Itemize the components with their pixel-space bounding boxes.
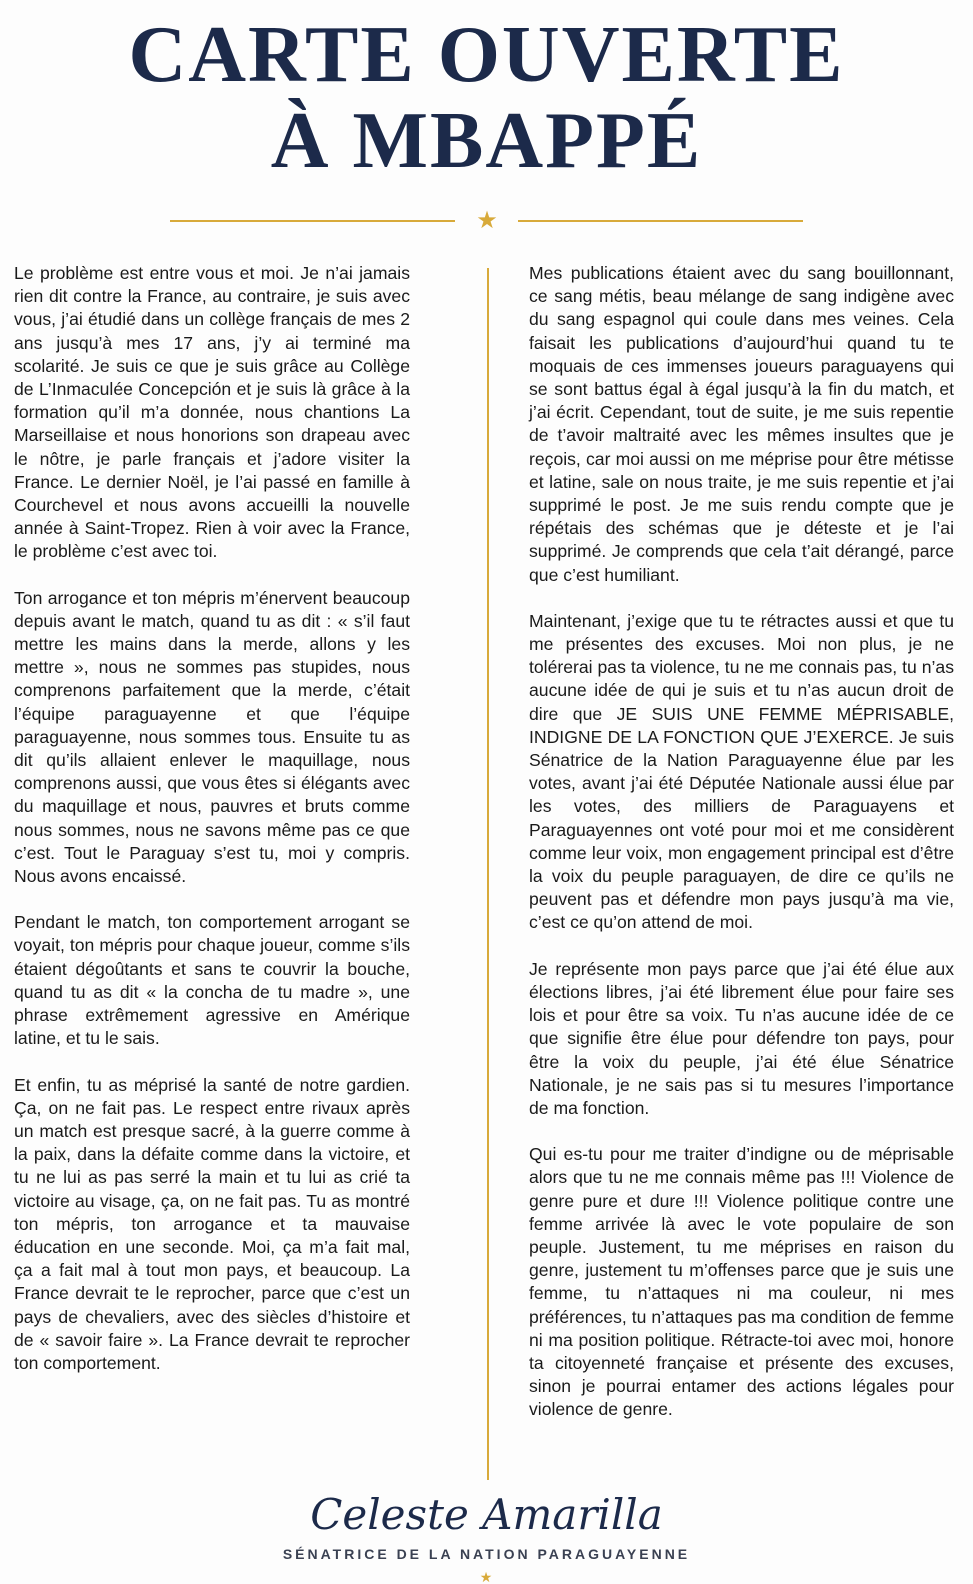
star-icon: ★ xyxy=(476,206,498,234)
left-column xyxy=(14,262,410,1398)
paragraph: Maintenant, j’exige que tu te rétractes aussi et que tu me présentes des excuses. Moi non plus, je ne tolérerai pas ta violence, tu ne me connais pas, tu n’as aucune idée de qui je suis et tu n’as aucun droit de dire que JE SUIS UNE FEMME MÉPRISABLE, INDIGNE DE LA FONCTION QUE J’EXERCE. Je suis Sénatrice de la Nation Paraguayenne élue par les votes, avant j’ai été Députée Nationale aussi élue par les votes, des milliers de Paraguayens et Paraguayennes ont voté pour moi et me considèrent comme leur voix, mon engagement principal est d’être la voix du peuple paraguayen, de dire ce qu’ils ne peuvent pas et défendre mon pays jusqu’à ma vie, c’est ce qu’on attend de moi. xyxy=(529,610,954,933)
paragraph: Pendant le match, ton comportement arrogant se voyait, ton mépris pour chaque joueur, comme s’ils étaient dégoûtants et sans te couvrir la bouche, quand tu as dit « la concha de tu madre », une phrase extrêmement agressive en Amérique latine, et tu le sais. xyxy=(14,912,410,1049)
paragraph: Qui es-tu pour me traiter d’indigne ou de méprisable alors que tu ne me connais même pas !!! Violence de genre pure et dure !!! Violence politique contre une femme arrivée là avec le vote populaire de son peuple. Justement, tu me méprises en raison du genre, justement tu m’offenses parce que je suis une femme, tu n’attaques ni ma couleur, ni mes préférences, tu n’attaques pas ma condition de femme ni ma position politique. Rétracte-toi avec moi, honore ta citoyenneté française et présente des excuses, sinon je pourrai entamer des actions légales pour violence de genre. xyxy=(529,1144,954,1420)
paragraph: Mes publications étaient avec du sang bouillonnant, ce sang métis, beau mélange de sang indigène avec du sang espagnol qui coule dans mes veines. Cela faisait les publications d’aujourd’hui quand tu te moquais de ces immenses joueurs paraguayens qui se sont battus égal à égal jusqu’à la fin du match, et j’ai écrit. Cependant, tout de suite, je me suis repentie de t’avoir maltraité avec les mêmes insultes que je reçois, car moi aussi on me méprise pour être métisse et latine, sale on nous traite, je me suis repentie et j’ai supprimé le post. Je me suis rendu compte que je répétais des schémas que je déteste et je l’ai supprimé. Je comprends que cela t’ait dérangé, parce que c’est humiliant. xyxy=(529,263,954,585)
title-line-1: CARTE OUVERTE xyxy=(128,11,845,99)
paragraph: Je représente mon pays parce que j’ai été élue aux élections libres, j’ai été librement élue pour faire ses lois et pour être sa voix. Tu n’as aucune idée de ce que signifie être élue pour défendre ton pays, pour être la voix du peuple, j’ai été élue Sénatrice Nationale, je ne sais pas si tu mesures l’importance de ma fonction. xyxy=(529,958,954,1118)
paragraph: Le problème est entre vous et moi. Je n’ai jamais rien dit contre la France, au contraire, je suis avec vous, j’ai étudié dans un collège français de mes 2 ans jusqu’à mes 17 ans, j’y ai terminé ma scolarité. Je suis ce que je suis grâce au Collège de L’Inmaculée Concepción et je suis là grâce à la formation qu’il m’a donnée, nous chantions La Marseillaise et nous honorions son drapeau avec le nôtre, je parle français et j’adore visiter la France. Le dernier Noël, je l’ai passé en famille à Courchevel et nous avons accueilli la nouvelle année à Saint-Tropez. Rien à voir avec la France, le problème c’est avec toi. xyxy=(14,263,410,562)
divider-line-left xyxy=(170,220,455,222)
paragraph: Ton arrogance et ton mépris m’énervent beaucoup depuis avant le match, quand tu as dit : « s’il faut mettre les mains dans la merde, allons y les mettre », nous ne sommes pas stupides, nous comprenons parfaitement que la merde, c’était l’équipe paraguayenne et que l’équipe paraguayenne, nous sommes tous. Ensuite tu as dit qu’ils allaient enlever le maquillage, nous comprenons aussi, que vous êtes si élégants avec du maquillage et nous, pauvres et bruts comme nous sommes, nous ne savons même pas ce que c’est. Tout le Paraguay s’est tu, moi y compris. Nous avons encaissé. xyxy=(14,587,410,887)
signature-role: SÉNATRICE DE LA NATION PARAGUAYENNE xyxy=(282,1546,691,1562)
letter-title xyxy=(0,12,973,184)
title-divider xyxy=(170,206,803,234)
signature: Celeste Amarilla xyxy=(310,1490,663,1539)
column-separator xyxy=(487,268,489,1480)
divider-line-right xyxy=(518,220,803,222)
paragraph: Et enfin, tu as méprisé la santé de notre gardien. Ça, on ne fait pas. Le respect entre rivaux après un match est presque sacré, à la guerre comme à la paix, dans la défaite comme dans la victoire, et tu ne lui as pas serré la main et tu lui as crié ta victoire au visage, ça, on ne fait pas. Tu as montré ton mépris, ton arrogance et ta mauvaise éducation en une seconde. Moi, ça m’a fait mal, ça a fait mal à tout mon pays, et beaucoup. La France devrait te le reprocher, parce que c’est un pays de chevaliers, avec des siècles d’histoire et de « savoir faire ». La France devrait te reprocher ton comportement. xyxy=(14,1074,410,1373)
title-line-2: À MBAPPÉ xyxy=(270,97,703,185)
right-column xyxy=(529,262,954,1445)
star-icon: ★ xyxy=(479,1569,493,1584)
